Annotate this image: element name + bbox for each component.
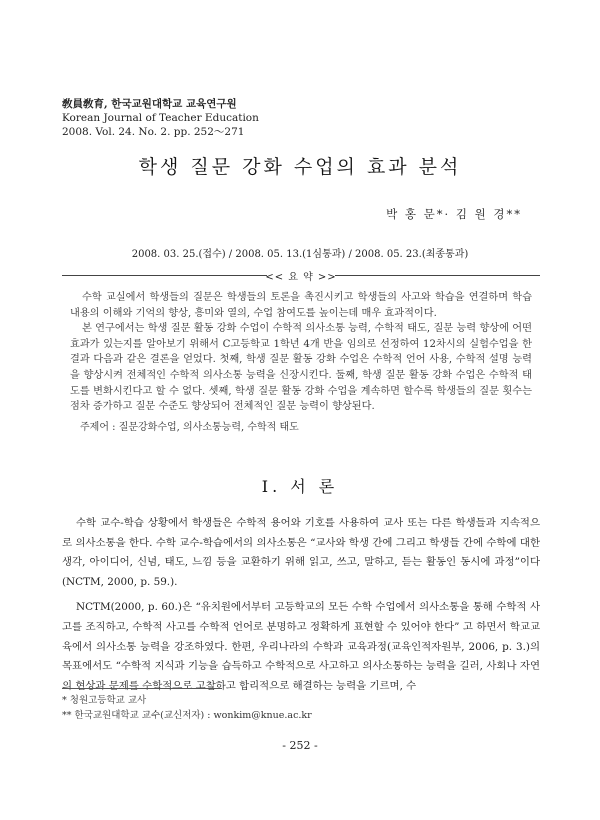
abstract-heading-label: << 요 약 >> <box>265 272 337 283</box>
abstract <box>70 290 532 415</box>
abstract-paragraph: 본 연구에서는 학생 질문 활동 강화 수업이 수학적 의사소통 능력, 수학적 태도, 질문 능력 향상에 어떤 효과가 있는지를 알아보기 위해서 C고등학교 1학년 4개 반을 임의로 선정하여 12차시의 실험수업을 한 결과 다음과 같은 결론을 얻었다. 첫째, 학생 질문 활동 강화 수업은 수학적 언어 사용, 수학적 설명 능력을 향상시켜 전체적인 수학적 의사소통 능력을 신장시킨다. 둘째, 학생 질문 활동 강화 수업은 수학적 태도를 변화시킨다고 할 수 없다. 셋째, 학생 질문 활동 강화 수업을 계속하면 할수록 학생들의 질문 횟수는 점차 증가하고 질문 수준도 향상되어 전체적인 질문 능력이 향상된다. <box>70 323 532 413</box>
section-heading: Ⅰ. 서 론 <box>261 477 339 496</box>
paper-title: 학생 질문 강화 수업의 효과 분석 <box>138 156 462 178</box>
journal-name-korean: 敎員敎育, 한국교원대학교 교육연구원 <box>62 98 237 110</box>
journal-name-english: Korean Journal of Teacher Education <box>62 112 259 124</box>
journal-volume-info: 2008. Vol. 24. No. 2. pp. 252～271 <box>62 126 245 138</box>
footnotes <box>62 693 312 723</box>
body-paragraph: 수학 교수-학습 상황에서 학생들은 수학적 용어와 기호를 사용하여 교사 또는 다른 학생들과 지속적으로 의사소통을 한다. 수학 교수-학습에서의 의사소통은 “교사와 학생 간에 그리고 학생들 간에 수학에 대한 생각, 아이디어, 신념, 태도, 느낌 등을 교환하기 위해 읽고, 쓰고, 말하고, 듣는 활동인 동시에 과정”이다 (NCTM, 2000, p. 59.). <box>62 517 540 588</box>
abstract-paragraph: 수학 교실에서 학생들의 질문은 학생들의 토론을 촉진시키고 학생들의 사고와 학습을 연결하며 학습 내용의 이해와 기억의 향상, 흥미와 열의, 수업 참여도를 높이는데 매우 효과적이다. <box>70 292 532 319</box>
footnote-1: * 청원고등학교 교사 <box>62 695 147 706</box>
body-paragraph: NCTM(2000, p. 60.)은 “유치원에서부터 고등학교의 모든 수학 수업에서 의사소통을 통해 수학적 사고를 조직하고, 수학적 사고를 수학적 언어로 분명하고 정확하게 표현할 수 있어야 한다” 고 하면서 학교교육에서 의사소통 능력을 강조하였다. 한편, 우리나라의 수학과 교육과정(교육인적자원부, 2006, p. 3.)의 목표에서도 “수학적 지식과 기능을 습득하고 수학적으로 사고하고 의사소통하는 능력을 길러, 사회나 자연의 현상과 문제를 수학적으로 고찰하고 합리적으로 해결하는 능력을 기르며, 수 <box>62 601 540 692</box>
body-text <box>62 514 540 696</box>
page-number: - 252 - <box>282 739 318 752</box>
keywords: 주제어 : 질문강화수업, 의사소통능력, 수학적 태도 <box>80 422 299 433</box>
footnote-2: ** 한국교원대학교 교수(교신저자) : wonkim@knue.ac.kr <box>62 710 312 721</box>
authors: 박 홍 문*· 김 원 경** <box>386 207 522 221</box>
abstract-heading <box>62 268 540 282</box>
journal-header <box>62 97 259 139</box>
abstract-rule-right <box>335 275 540 276</box>
footnote-divider <box>62 688 222 689</box>
submission-dates: 2008. 03. 25.(접수) / 2008. 05. 13.(1심통과) / 2008. 05. 23.(최종통과) <box>131 249 469 260</box>
